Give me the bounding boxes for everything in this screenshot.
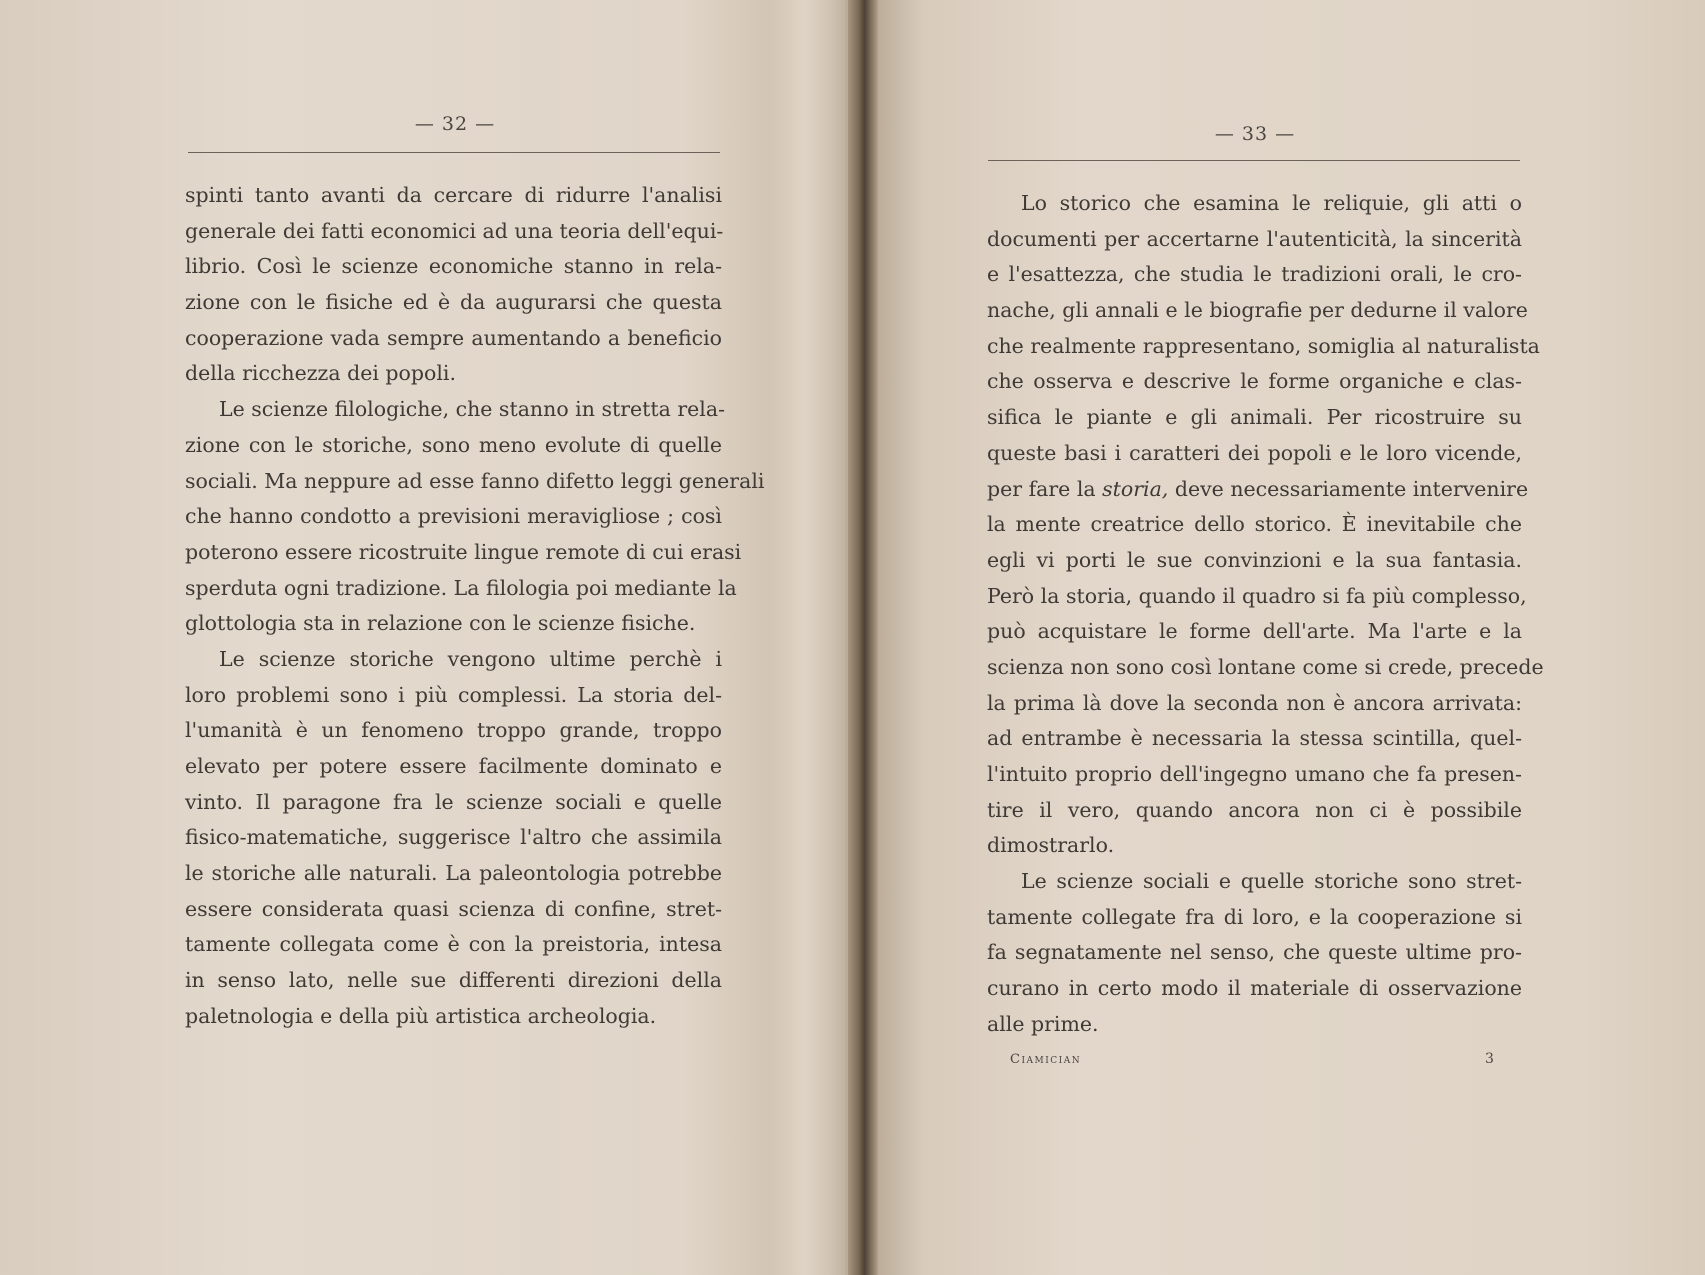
text-line: Però la storia, quando il quadro si fa più complesso, xyxy=(987,583,1527,608)
text-line: Le scienze storiche vengono ultime perchè i xyxy=(219,646,722,671)
text-line: sifica le piante e gli animali. Per ricostruire su xyxy=(987,405,1522,430)
signature-mark: Ciamician xyxy=(1010,1052,1082,1067)
text-line: l'intuito proprio dell'ingegno umano che fa presen- xyxy=(987,762,1522,786)
text-line: glottologia sta in relazione con le scienze fisiche. xyxy=(185,611,696,636)
text-line: l'umanità è un fenomeno troppo grande, troppo xyxy=(185,718,722,743)
left-page-text xyxy=(185,178,765,1035)
text-line: elevato per potere essere facilmente dominato e xyxy=(185,754,722,778)
book-spine xyxy=(848,0,878,1275)
text-line: vinto. Il paragone fra le scienze sociali e quelle xyxy=(185,789,722,814)
text-line: la prima là dove la seconda non è ancora arrivata: xyxy=(987,690,1522,715)
text-line: Lo storico che esamina le reliquie, gli atti o xyxy=(1021,191,1522,215)
text-line: poterono essere ricostruite lingue remote di cui erasi xyxy=(185,539,742,564)
right-page-number: — 33 — xyxy=(1214,123,1296,145)
italic-word: storia, xyxy=(1102,476,1169,501)
text-line: ad entrambe è necessaria la stessa scintilla, quel- xyxy=(987,726,1522,751)
text-line: che realmente rappresentano, somiglia al naturalista xyxy=(987,333,1540,358)
text-line: queste basi i caratteri dei popoli e le loro vicende, xyxy=(987,440,1522,465)
text-line: zione con le fisiche ed è da augurarsi che questa xyxy=(185,290,722,315)
text-line: che osserva e descrive le forme organiche e clas- xyxy=(987,369,1522,394)
text-line: scienza non sono così lontane come si crede, precede xyxy=(987,654,1544,679)
text-line: Le scienze sociali e quelle storiche sono stret- xyxy=(1021,869,1522,894)
right-page-text xyxy=(987,186,1544,1043)
text-line: paletnologia e della più artistica archeologia. xyxy=(185,1003,657,1028)
text-line: in senso lato, nelle sue differenti direzioni della xyxy=(185,968,722,993)
text-line: della ricchezza dei popoli. xyxy=(185,361,456,386)
text-line: dimostrarlo. xyxy=(987,833,1115,858)
text-line: documenti per accertarne l'autenticità, la sincerità xyxy=(987,226,1522,251)
text-line: alle prime. xyxy=(987,1011,1099,1036)
text-line: loro problemi sono i più complessi. La storia del- xyxy=(185,682,722,707)
sheet-number: 3 xyxy=(1485,1051,1494,1067)
text-line: egli vi porti le sue convinzioni e la sua fantasia. xyxy=(987,547,1522,572)
text-line: le storiche alle naturali. La paleontologia potrebbe xyxy=(185,861,722,886)
text-line: generale dei fatti economici ad una teoria dell'equi- xyxy=(185,218,724,243)
right-header-rule xyxy=(988,160,1520,161)
text-line: che hanno condotto a previsioni meravigliose ; così xyxy=(185,504,722,529)
text-fragment: per fare la xyxy=(987,476,1103,501)
text-line: può acquistare le forme dell'arte. Ma l'arte e la xyxy=(987,619,1522,644)
text-line: spinti tanto avanti da cercare di ridurre l'analisi xyxy=(185,183,722,207)
text-line: curano in certo modo il materiale di osservazione xyxy=(987,976,1522,1001)
text-line: sociali. Ma neppure ad esse fanno difetto leggi generali xyxy=(185,468,765,493)
text-line: e l'esattezza, che studia le tradizioni orali, le cro- xyxy=(987,262,1522,287)
text-line: zione con le storiche, sono meno evolute di quelle xyxy=(185,432,722,457)
text-line: fa segnatamente nel senso, che queste ultime pro- xyxy=(987,940,1522,965)
text-line: la mente creatrice dello storico. È inevitabile che xyxy=(987,512,1522,537)
text-line: tire il vero, quando ancora non ci è possibile xyxy=(987,797,1522,822)
page-tear-shadow xyxy=(770,0,845,1275)
text-line: fisico-matematiche, suggerisce l'altro che assimila xyxy=(185,825,722,850)
text-line: nache, gli annali e le biografie per dedurne il valore xyxy=(987,298,1528,323)
text-line: sperduta ogni tradizione. La filologia poi mediante la xyxy=(185,575,737,600)
left-page-number: — 32 — xyxy=(414,113,496,135)
text-line: tamente collegata come è con la preistoria, intesa xyxy=(185,932,722,957)
text-line: librio. Così le scienze economiche stanno in rela- xyxy=(185,254,722,279)
left-header-rule xyxy=(188,152,720,153)
text-line: essere considerata quasi scienza di confine, stret- xyxy=(185,896,722,921)
text-line: Le scienze filologiche, che stanno in stretta rela- xyxy=(219,397,725,422)
text-line: tamente collegate fra di loro, e la cooperazione si xyxy=(987,904,1522,929)
text-line: cooperazione vada sempre aumentando a beneficio xyxy=(185,325,722,350)
text-line xyxy=(987,472,1529,508)
text-fragment: deve necessariamente intervenire xyxy=(1168,476,1529,501)
